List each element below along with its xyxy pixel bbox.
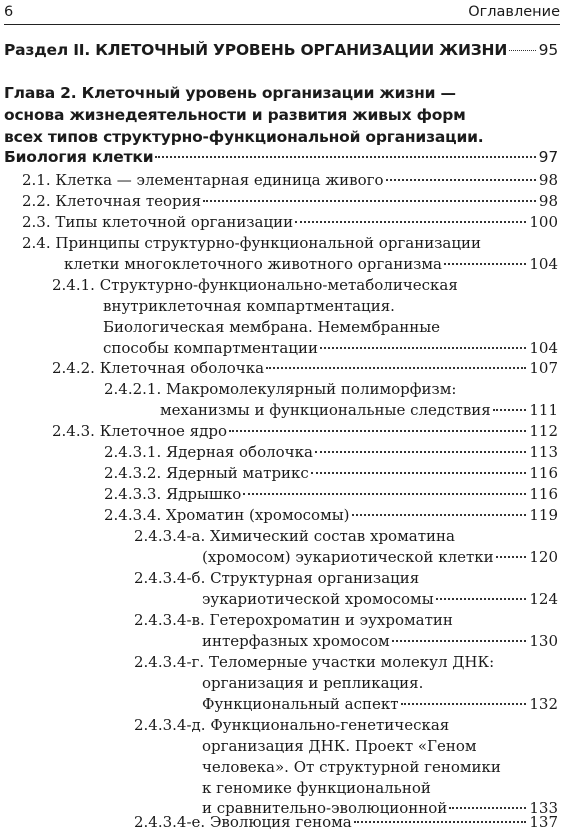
toc-entry-title: 2.4.3.2. Ядерный матрикс	[104, 464, 309, 482]
leader-dots	[436, 598, 527, 600]
toc-entry-title-line: 2.4.3.4-б. Структурная организация	[134, 569, 420, 587]
toc-page-number: 119	[529, 506, 558, 524]
toc-entry-title: 2.4.3.3. Ядрышко	[104, 485, 242, 503]
toc-entry-title-line: 2.4.2.1. Макромолекулярный полиморфизм:	[104, 380, 457, 398]
toc-page-number: 100	[529, 213, 558, 231]
leader-dots	[493, 409, 527, 411]
leader-dots	[354, 821, 527, 823]
toc-page-number: 124	[529, 590, 558, 608]
toc-entry-title-line: всех типов структурно-функциональной организации.	[4, 128, 484, 146]
toc-entry-title: 2.1. Клетка — элементарная единица живого	[22, 171, 384, 189]
toc-entry-title-line: 2.4.3.4-д. Функционально-генетическая	[134, 716, 450, 734]
toc-entry-title-line: Глава 2. Клеточный уровень организации жизни —	[4, 84, 456, 102]
toc-page-number: 98	[538, 171, 558, 189]
toc-entry-title-line: организация ДНК. Проект «Геном	[202, 737, 477, 755]
toc-page-number: 133	[529, 799, 558, 817]
page-number: 6	[4, 4, 14, 20]
toc-page-number: 120	[529, 548, 558, 566]
leader-dots	[315, 451, 526, 453]
toc-entry-title: 2.4.2. Клеточная оболочка	[52, 359, 265, 377]
toc-entry-title-line: 2.4.3.4-а. Химический состав хроматина	[134, 527, 455, 545]
leader-dots	[352, 514, 527, 516]
toc-page-number: 104	[529, 339, 558, 357]
toc-page-number: 104	[529, 255, 558, 273]
toc-page-number: 116	[529, 485, 558, 503]
toc-page-number: 132	[529, 695, 558, 713]
toc-entry-title-line: 2.4.3.4-в. Гетерохроматин и эухроматин	[134, 611, 453, 629]
toc-entry-title-line: 2.4.3.4-г. Теломерные участки молекул ДНК:	[134, 653, 495, 671]
leader-dots	[295, 221, 526, 223]
toc-page-number: 137	[529, 813, 558, 831]
toc-page-number: 116	[529, 464, 558, 482]
toc-entry-title: 2.4.3.1. Ядерная оболочка	[104, 443, 313, 461]
leader-dots	[401, 703, 527, 705]
toc-page-number: 95	[538, 41, 558, 59]
toc-page-number: 111	[529, 401, 558, 419]
leader-dots	[266, 367, 526, 369]
leader-dots	[496, 556, 527, 558]
toc-entry-title: Биология клетки	[4, 148, 154, 166]
toc-entry-title: 2.4.3. Клеточное ядро	[52, 422, 227, 440]
toc-entry-title-line: 2.4.1. Структурно-функционально-метаболическая	[52, 276, 458, 294]
toc-entry-title: интерфазных хромосом	[202, 632, 390, 650]
toc-entry-title: Функциональный аспект	[202, 695, 399, 713]
running-title: Оглавление	[468, 4, 560, 20]
toc-entry-title-line: организация и репликация.	[202, 674, 424, 692]
leader-dots	[444, 263, 526, 265]
toc-entry-title-line: основа жизнедеятельности и развития живых форм	[4, 106, 466, 124]
leader-dots	[243, 493, 526, 495]
toc-entry-title: Раздел II. КЛЕТОЧНЫЙ УРОВЕНЬ ОРГАНИЗАЦИИ ЖИЗНИ	[4, 41, 508, 59]
toc-entry-title: клетки многоклеточного животного организма	[64, 255, 442, 273]
toc-entry-title: и сравнительно-эволюционной	[202, 799, 448, 817]
leader-dots	[155, 156, 535, 158]
leader-dots	[311, 472, 527, 474]
toc-entry-title-line: человека». От структурной геномики	[202, 758, 501, 776]
leader-dots	[449, 807, 526, 809]
toc-entry-title: 2.4.3.4-е. Эволюция генома	[134, 813, 352, 831]
leader-dots	[392, 640, 527, 642]
toc-entry-title: механизмы и функциональные следствия	[160, 401, 491, 419]
toc-entry-title-line: 2.4. Принципы структурно-функциональной организации	[22, 234, 481, 252]
toc-entry-title: 2.4.3.4. Хроматин (хромосомы)	[104, 506, 350, 524]
toc-entry-title: (хромосом) эукариотической клетки	[202, 548, 494, 566]
toc-page-number: 98	[538, 192, 558, 210]
toc-page-number: 107	[529, 359, 558, 377]
toc-entry-title-line: внутриклеточная компартментация.	[103, 297, 395, 315]
running-header	[4, 0, 560, 25]
leader-dots	[509, 50, 536, 51]
toc-page-number: 130	[529, 632, 558, 650]
toc-page-number: 112	[529, 422, 558, 440]
toc-entry-title: эукариотической хромосомы	[202, 590, 434, 608]
toc-entry-title: способы компартментации	[103, 339, 318, 357]
toc-entry-title-line: Биологическая мембрана. Немембранные	[103, 318, 441, 336]
toc-entry-title-line: к геномике функциональной	[202, 779, 431, 797]
leader-dots	[386, 179, 536, 181]
leader-dots	[229, 430, 526, 432]
toc-page-number: 97	[538, 148, 558, 166]
toc-entry-title: 2.2. Клеточная теория	[22, 192, 202, 210]
toc-page-number: 113	[529, 443, 558, 461]
toc-entry-title: 2.3. Типы клеточной организации	[22, 213, 294, 231]
leader-dots	[203, 200, 536, 202]
leader-dots	[320, 347, 526, 349]
